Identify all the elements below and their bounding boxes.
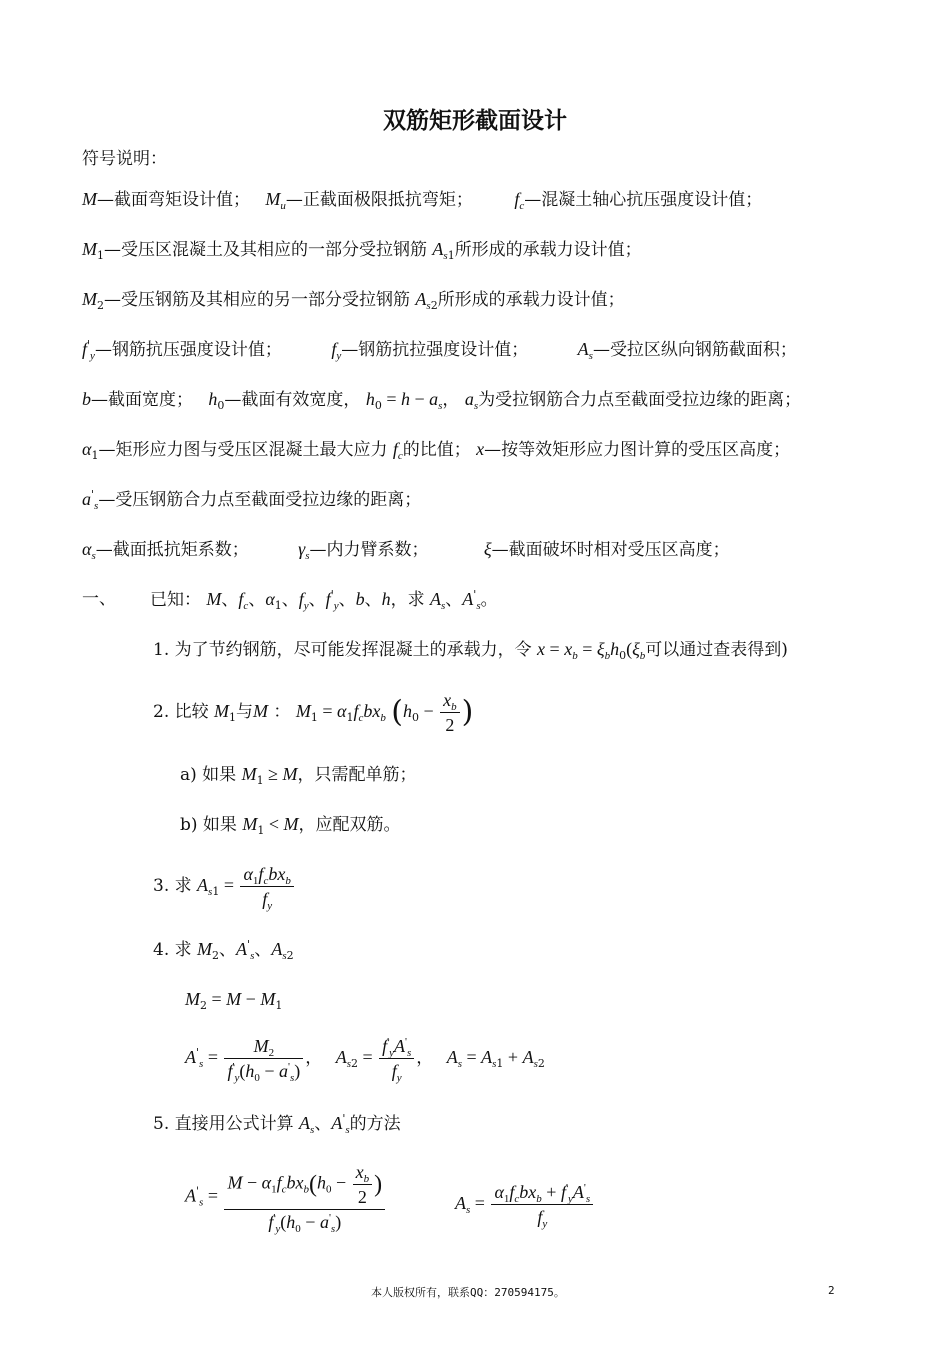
step-5: 5. 直接用公式计算 $A_s$、$A'_s$的方法 — [153, 1112, 401, 1136]
symbols-heading: 符号说明： — [82, 149, 167, 169]
section-1-known: 已知： M、$f_c$、$\alpha_1$、$f_y$、$f'_y$、b、h，求 $A_s$、$A'_s$。 — [150, 588, 498, 612]
def-line-6: $\alpha_1—$矩形应力图与受压区混凝土最大应力 $f_c$的比值； x—按等效矩形应力图计算的受压区高度； — [82, 439, 791, 462]
step-1: 1. 为了节约钢筋，尽可能发挥混凝土的承载力，令 $x = x_b = \xi_bh_0(\xi_b$可以通过查表得到) — [153, 639, 788, 662]
def-line-5: b—截面宽度； $h_0—$截面有效宽度， $h_0 = h - a_s$， $a_s$为受拉钢筋合力点至截面受拉边缘的距离； — [82, 389, 802, 412]
section-1-number: 一、 — [82, 589, 116, 609]
page-title: 双筋矩形截面设计 — [383, 107, 567, 134]
def-line-2: $M_1—$受压区混凝土及其相应的一部分受拉钢筋 $A_{s1}$所形成的承载力设计值； — [82, 239, 642, 262]
step-4: 4. 求 $M_2$、$A'_s$、$A_{s2}$ — [153, 938, 294, 962]
def-line-4: $f'_y—$钢筋抗压强度设计值； $f_y—$钢筋抗拉强度设计值； $A_s—$受拉区纵向钢筋截面积； — [82, 338, 797, 362]
step-5-eq-As-prime: $A'_s$ = $M - \alpha_1f_cbx_b(h_0$ − $\frac{x_b}{2}$ ) $f'_y(h_0 - a'_s)$ — [185, 1160, 387, 1234]
def-line-1: M—截面弯矩设计值； $M_u—$正截面极限抵抗弯矩； $f_c—$混凝土轴心抗压强度设计值； — [82, 189, 763, 212]
page-number: 2 — [828, 1284, 835, 1297]
footer-copyright: 本人版权所有，联系QQ：270594175。 — [371, 1286, 565, 1299]
def-line-3: $M_2—$受压钢筋及其相应的另一部分受拉钢筋 $A_{s2}$所形成的承载力设计值； — [82, 289, 625, 312]
step-5-eq-As: $A_s$ = $\frac{\alpha_1f_cbx_b + f'_yA'_s}{f_y}$ — [455, 1180, 595, 1229]
step-2a: a) 如果 $M_1 \ge M$，只需配单筋； — [180, 764, 417, 787]
step-2: 2. 比较 $M_1$与M ： $M_1 = \alpha_1f_cbx_b$ ($h_0$ − $\frac{x_b}{2}$ ) — [153, 690, 474, 735]
def-line-7: $a'_s—$受压钢筋合力点至截面受拉边缘的距离； — [82, 488, 422, 512]
step-3: 3. 求 $A_{s1}$ = $\frac{\alpha_1f_cbx_b}{f_y}$ — [153, 862, 296, 911]
step-4-eq-As: $A'_s$ = $\frac{M_2}{f'_y(h_0 - a'_s)}$ ， $A_{s2}$ = $\frac{f'_yA'_s}{f_y}$ ， $A_s = A_{s1} + A_{s2}$ — [185, 1036, 545, 1084]
step-2b: b) 如果 $M_1 < M$，应配双筋。 — [180, 814, 401, 837]
step-4-eq-M2: $M_2 = M - M_1$ — [185, 989, 283, 1012]
def-line-8: $\alpha_s—$截面抵抗矩系数； $\gamma_s—$内力臂系数； ξ—截面破坏时相对受压区高度； — [82, 539, 730, 562]
